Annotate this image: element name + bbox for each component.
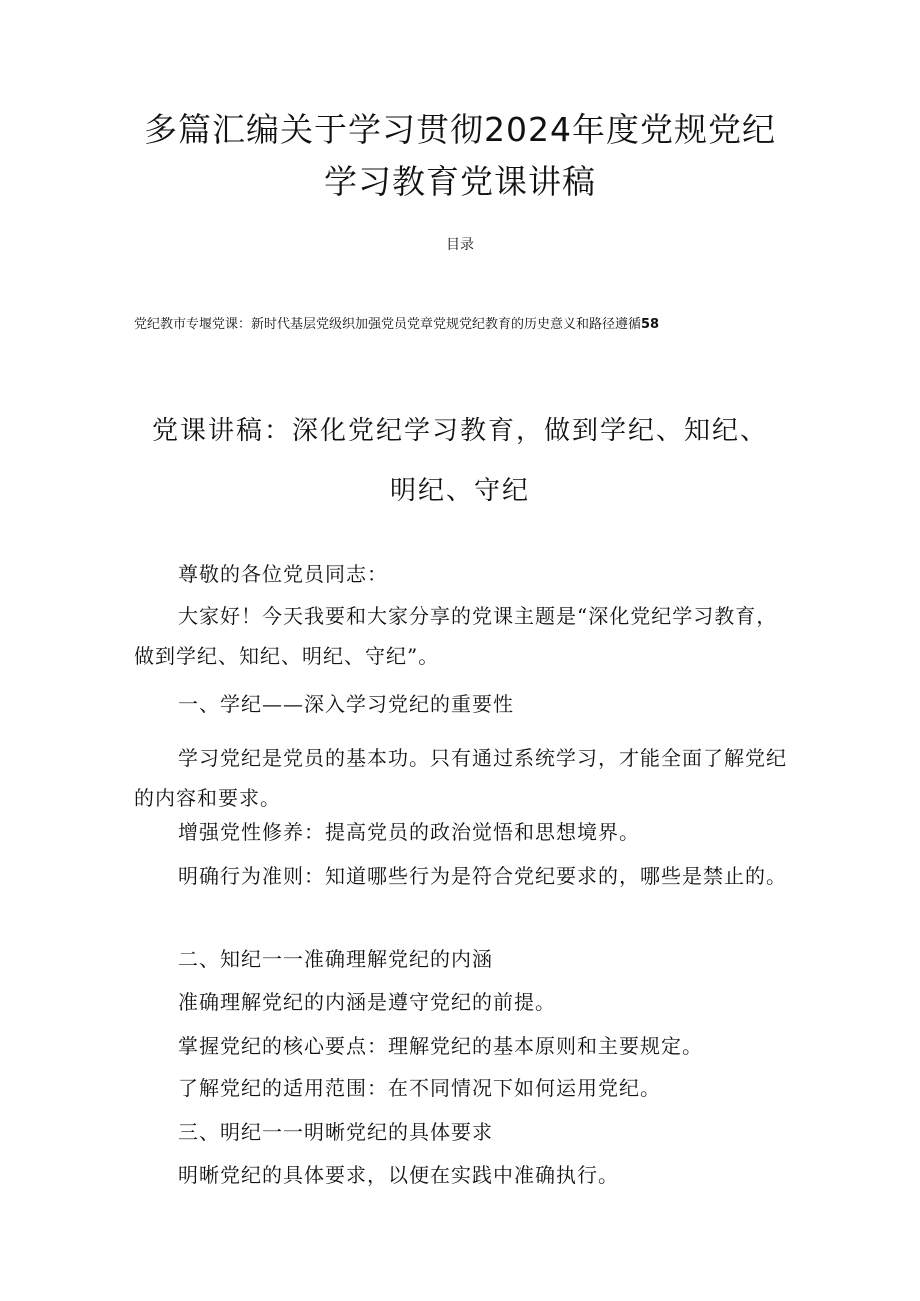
toc-heading: 目录 xyxy=(446,237,474,253)
lesson-title-line-1: 党课讲稿：深化党纪学习教育，做到学纪、知纪、 xyxy=(151,416,768,446)
section-heading-3: 三、明纪一一明晰党纪的具体要求 xyxy=(178,1120,493,1144)
body-paragraph: 学习党纪是党员的基本功。只有通过系统学习，才能全面了解党纪的内容和要求。 xyxy=(134,746,787,810)
body-paragraph: 掌握党纪的核心要点：理解党纪的基本原则和主要规定。 xyxy=(178,1034,703,1058)
document-title-line-1: 多篇汇编关于学习贯彻2024年度党规党纪 xyxy=(144,110,776,149)
toc-entry-page-number: 58 xyxy=(641,317,660,332)
opening-paragraph: 大家好！今天我要和大家分享的党课主题是“深化党纪学习教育，做到学纪、知纪、明纪、守纪”。 xyxy=(134,604,778,668)
section-heading-2: 二、知纪一一准确理解党纪的内涵 xyxy=(178,947,493,971)
document-title-line-2: 学习教育党课讲稿 xyxy=(324,162,596,201)
lesson-title-line-2: 明纪、守纪 xyxy=(389,476,530,506)
section-heading-1: 一、学纪——深入学习党纪的重要性 xyxy=(178,692,514,716)
salutation: 尊敬的各位党员同志： xyxy=(178,562,388,586)
toc-entry xyxy=(134,315,834,335)
body-paragraph: 明晰党纪的具体要求，以便在实践中准确执行。 xyxy=(178,1163,619,1187)
toc-entry-text: 党纪教市专堰党课：新时代基层党级织加强党员党章党规党纪教育的历史意义和路径遵循 xyxy=(134,317,642,332)
body-paragraph: 了解党纪的适用范围：在不同情况下如何运用党纪。 xyxy=(178,1076,661,1100)
body-paragraph: 明确行为准则：知道哪些行为是符合党纪要求的，哪些是禁止的。 xyxy=(178,864,787,888)
body-paragraph: 增强党性修养：提高党员的政治觉悟和思想境界。 xyxy=(178,820,640,844)
body-paragraph: 准确理解党纪的内涵是遵守党纪的前提。 xyxy=(178,990,556,1014)
